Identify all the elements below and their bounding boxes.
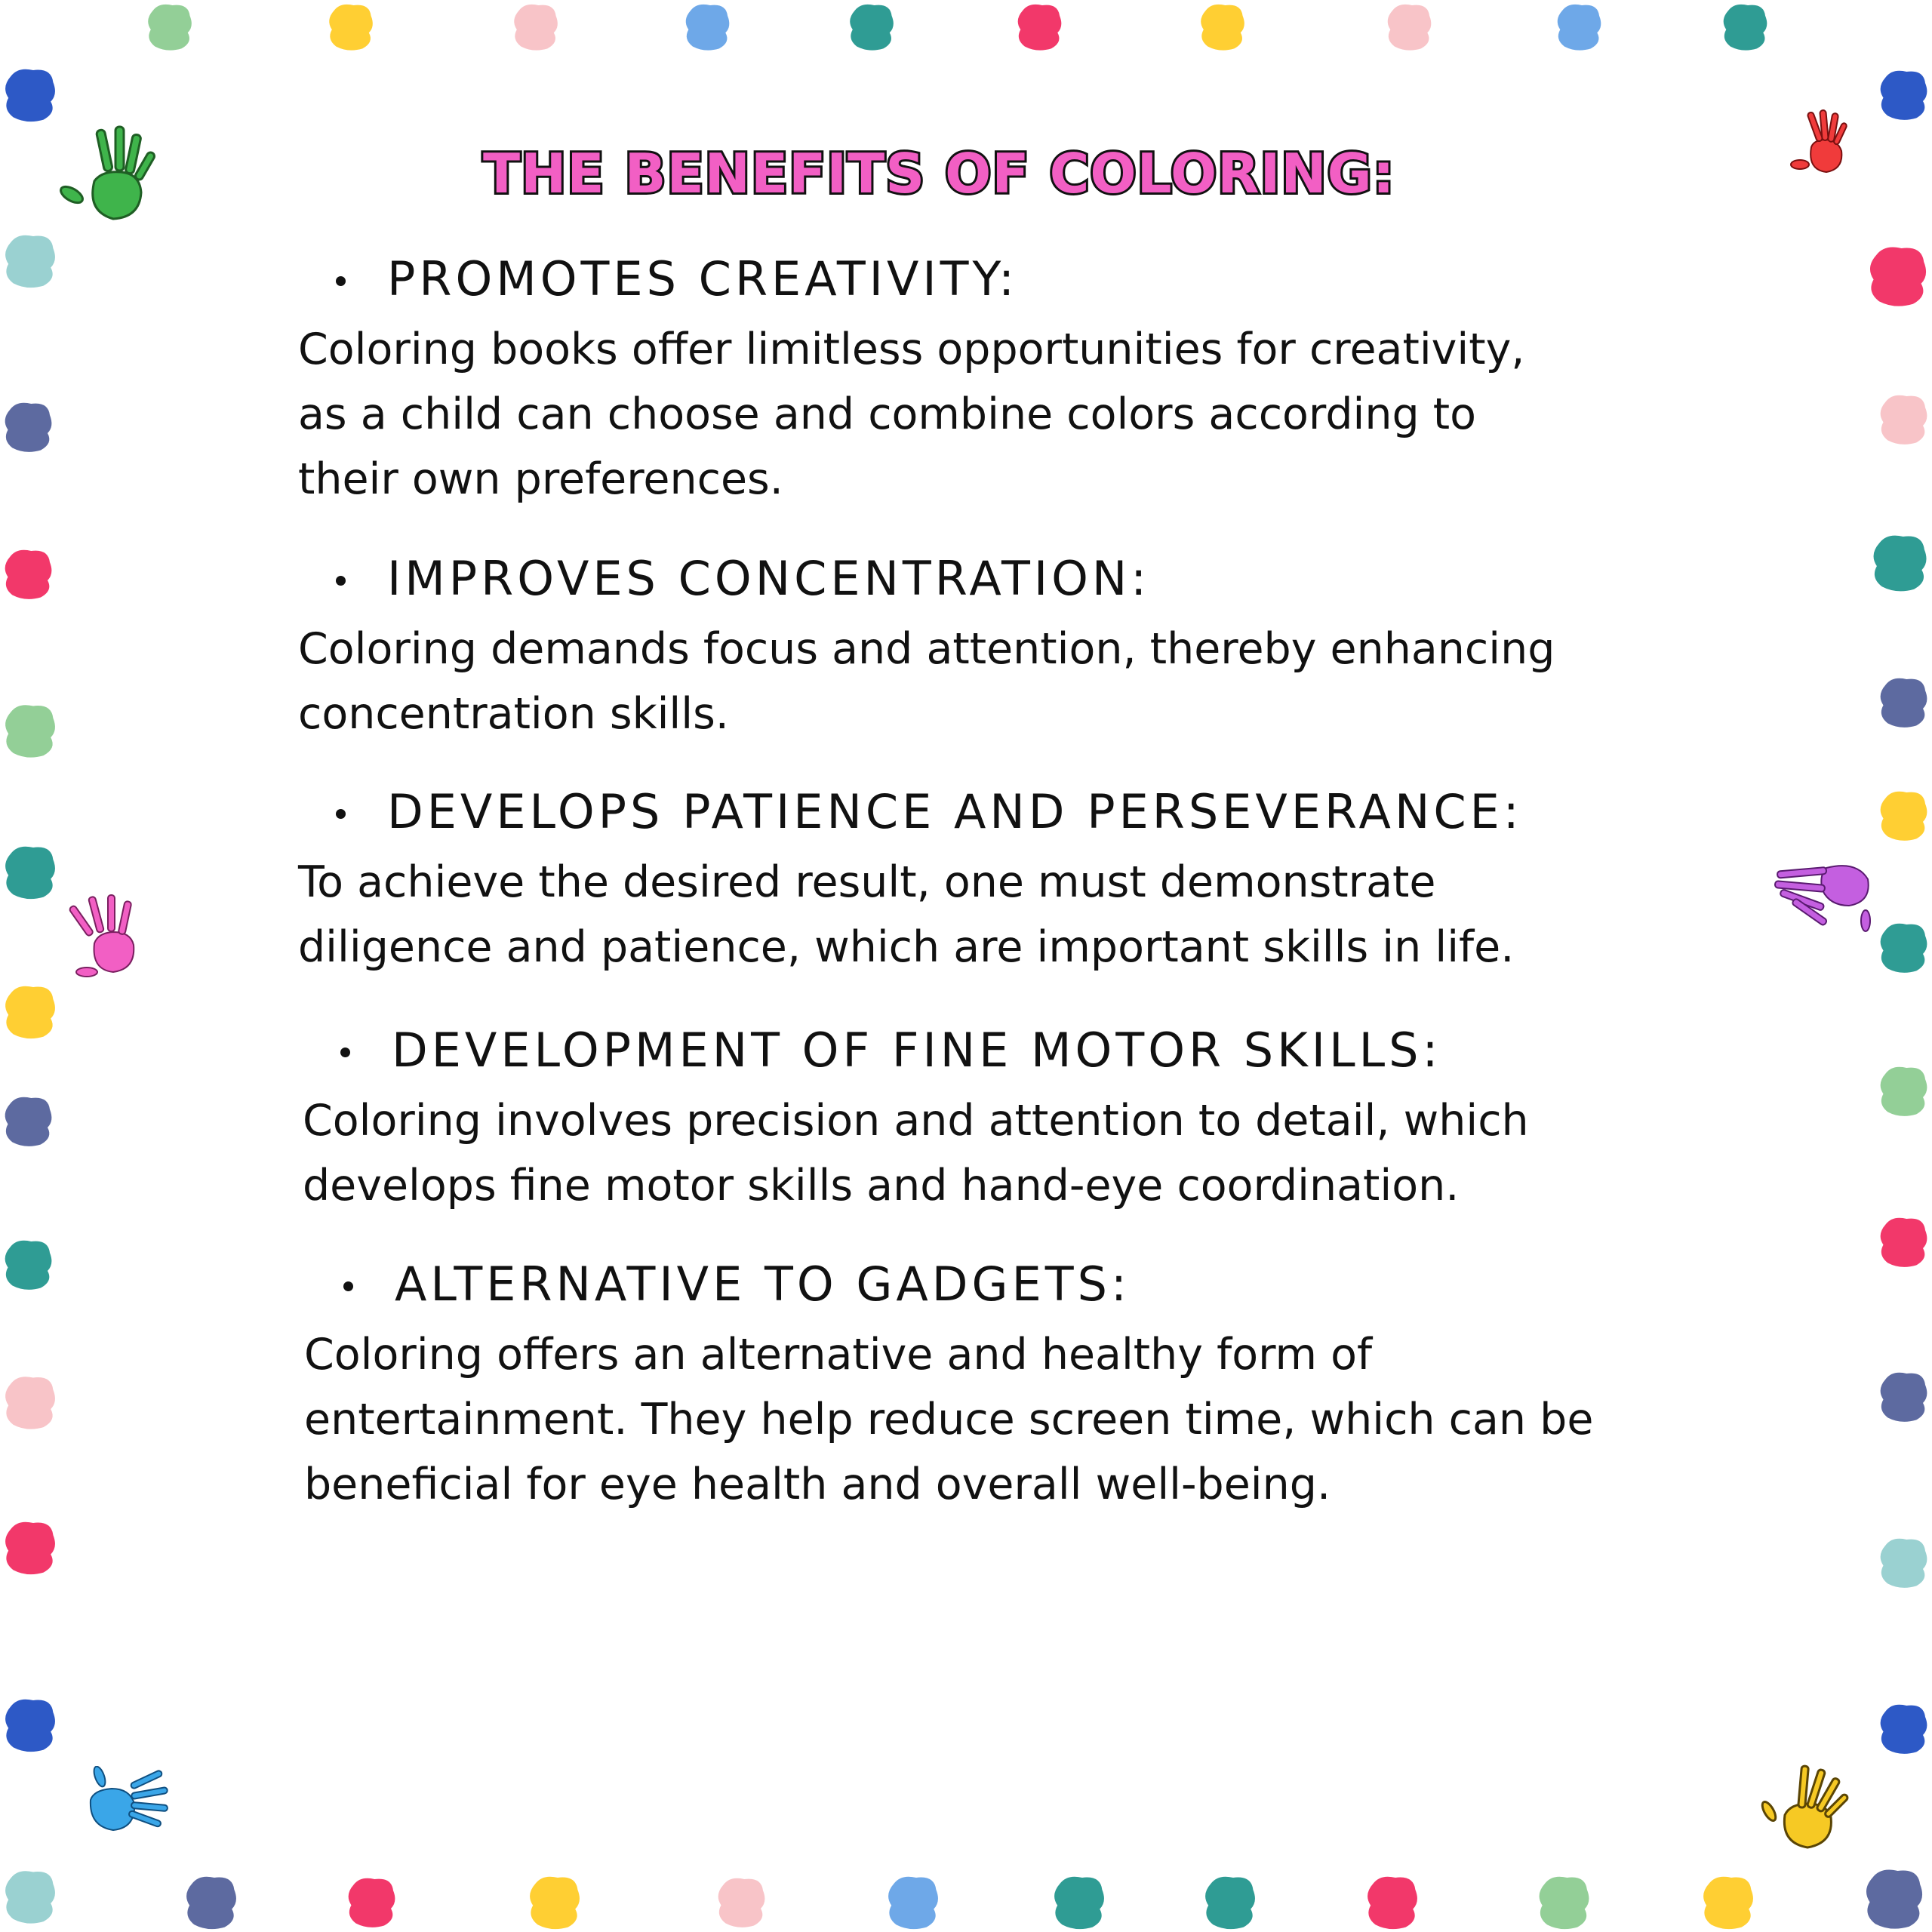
paint-blob-icon xyxy=(343,1872,400,1932)
paint-blob-icon xyxy=(1868,528,1932,596)
paint-blob-icon xyxy=(841,0,902,53)
paint-blob-icon xyxy=(0,1087,57,1155)
benefit-description: Coloring involves precision and attention to detail, which develops fine motor skills and hand-eye coordination. xyxy=(303,1096,1529,1211)
benefit-description: Coloring offers an alternative and healthy form of entertainment. They help reduce screen time, which can be beneficial for eye health and overall well-being. xyxy=(304,1330,1594,1509)
handprint-icon xyxy=(1774,853,1879,936)
handprint-icon xyxy=(64,891,147,981)
paint-blob-icon xyxy=(1875,909,1932,985)
paint-blob-icon xyxy=(1381,0,1438,53)
bullet-icon xyxy=(336,809,346,819)
benefit-item-gadgets xyxy=(298,1254,1672,1517)
benefit-heading xyxy=(298,249,1672,309)
benefit-heading-text: DEVELOPS PATIENCE AND PERSEVERANCE: xyxy=(387,784,1523,839)
benefit-description: Coloring books offer limitless opportunities for creativity, as a child can choose and combine colors according to their own preferences. xyxy=(298,325,1525,504)
paint-blob-icon xyxy=(1543,0,1615,53)
paint-blob-icon xyxy=(1875,1204,1932,1279)
paint-blob-icon xyxy=(1875,1694,1932,1762)
paint-blob-icon xyxy=(0,981,60,1041)
paint-blob-icon xyxy=(0,1513,60,1581)
paint-blob-icon xyxy=(1875,1528,1932,1596)
paint-blob-icon xyxy=(1049,1872,1109,1932)
paint-blob-icon xyxy=(1864,242,1932,309)
paint-blob-icon xyxy=(0,834,60,909)
paint-blob-icon xyxy=(1875,668,1932,736)
benefit-heading xyxy=(298,1254,1672,1315)
paint-blob-icon xyxy=(0,1690,60,1758)
paint-blob-icon xyxy=(1177,0,1268,53)
paint-blob-icon xyxy=(879,1872,947,1932)
paint-blob-icon xyxy=(1875,1057,1932,1124)
paint-blob-icon xyxy=(306,0,396,53)
paint-blob-icon xyxy=(1351,1872,1434,1932)
paint-blob-icon xyxy=(136,0,204,53)
bullet-icon xyxy=(343,1281,353,1291)
bullet-icon xyxy=(336,276,346,286)
paint-blob-icon xyxy=(1857,1864,1932,1932)
paint-blob-icon xyxy=(1713,0,1777,53)
benefit-item-fine-motor xyxy=(298,1020,1672,1218)
paint-blob-icon xyxy=(1200,1872,1260,1932)
handprint-icon xyxy=(57,121,162,226)
paint-blob-icon xyxy=(0,698,60,762)
paint-blob-icon xyxy=(0,1860,60,1932)
handprint-icon xyxy=(1758,1758,1857,1857)
paint-blob-icon xyxy=(1698,1872,1758,1932)
page-title: THE BENEFITS OF COLORING: xyxy=(483,142,1395,205)
paint-blob-icon xyxy=(713,1872,770,1932)
paint-blob-icon xyxy=(672,0,743,53)
benefit-heading xyxy=(298,782,1672,842)
paint-blob-icon xyxy=(506,0,566,53)
handprint-icon xyxy=(1777,106,1853,181)
benefit-heading xyxy=(298,1020,1672,1081)
bullet-icon xyxy=(340,1048,350,1057)
benefit-item-creativity xyxy=(298,249,1672,512)
paint-blob-icon xyxy=(1875,385,1932,453)
benefit-heading-text: IMPROVES CONCENTRATION: xyxy=(387,551,1151,606)
paint-blob-icon xyxy=(0,392,57,460)
handprint-icon xyxy=(83,1766,174,1841)
benefit-item-concentration xyxy=(298,549,1672,746)
paint-blob-icon xyxy=(1875,785,1932,845)
paint-blob-icon xyxy=(0,60,60,128)
benefit-description: Coloring demands focus and attention, thereby enhancing concentration skills. xyxy=(298,624,1555,739)
paint-blob-icon xyxy=(1532,1872,1596,1932)
paint-blob-icon xyxy=(509,1872,600,1932)
benefit-item-patience xyxy=(298,782,1672,980)
paint-blob-icon xyxy=(0,540,57,608)
benefit-description: To achieve the desired result, one must demonstrate diligence and patience, which are important skills in life. xyxy=(298,857,1515,972)
paint-blob-icon xyxy=(0,1230,57,1298)
benefit-heading-text: ALTERNATIVE TO GADGETS: xyxy=(395,1257,1131,1312)
benefit-heading-text: DEVELOPMENT OF FINE MOTOR SKILLS: xyxy=(392,1023,1442,1078)
paint-blob-icon xyxy=(181,1872,242,1932)
benefit-heading xyxy=(298,549,1672,609)
paint-blob-icon xyxy=(1875,1362,1932,1430)
paint-blob-icon xyxy=(0,1370,60,1434)
bullet-icon xyxy=(336,576,346,586)
paint-blob-icon xyxy=(1011,0,1068,53)
benefit-heading-text: PROMOTES CREATIVITY: xyxy=(387,251,1019,306)
paint-blob-icon xyxy=(1875,60,1932,128)
paint-blob-icon xyxy=(0,226,60,294)
